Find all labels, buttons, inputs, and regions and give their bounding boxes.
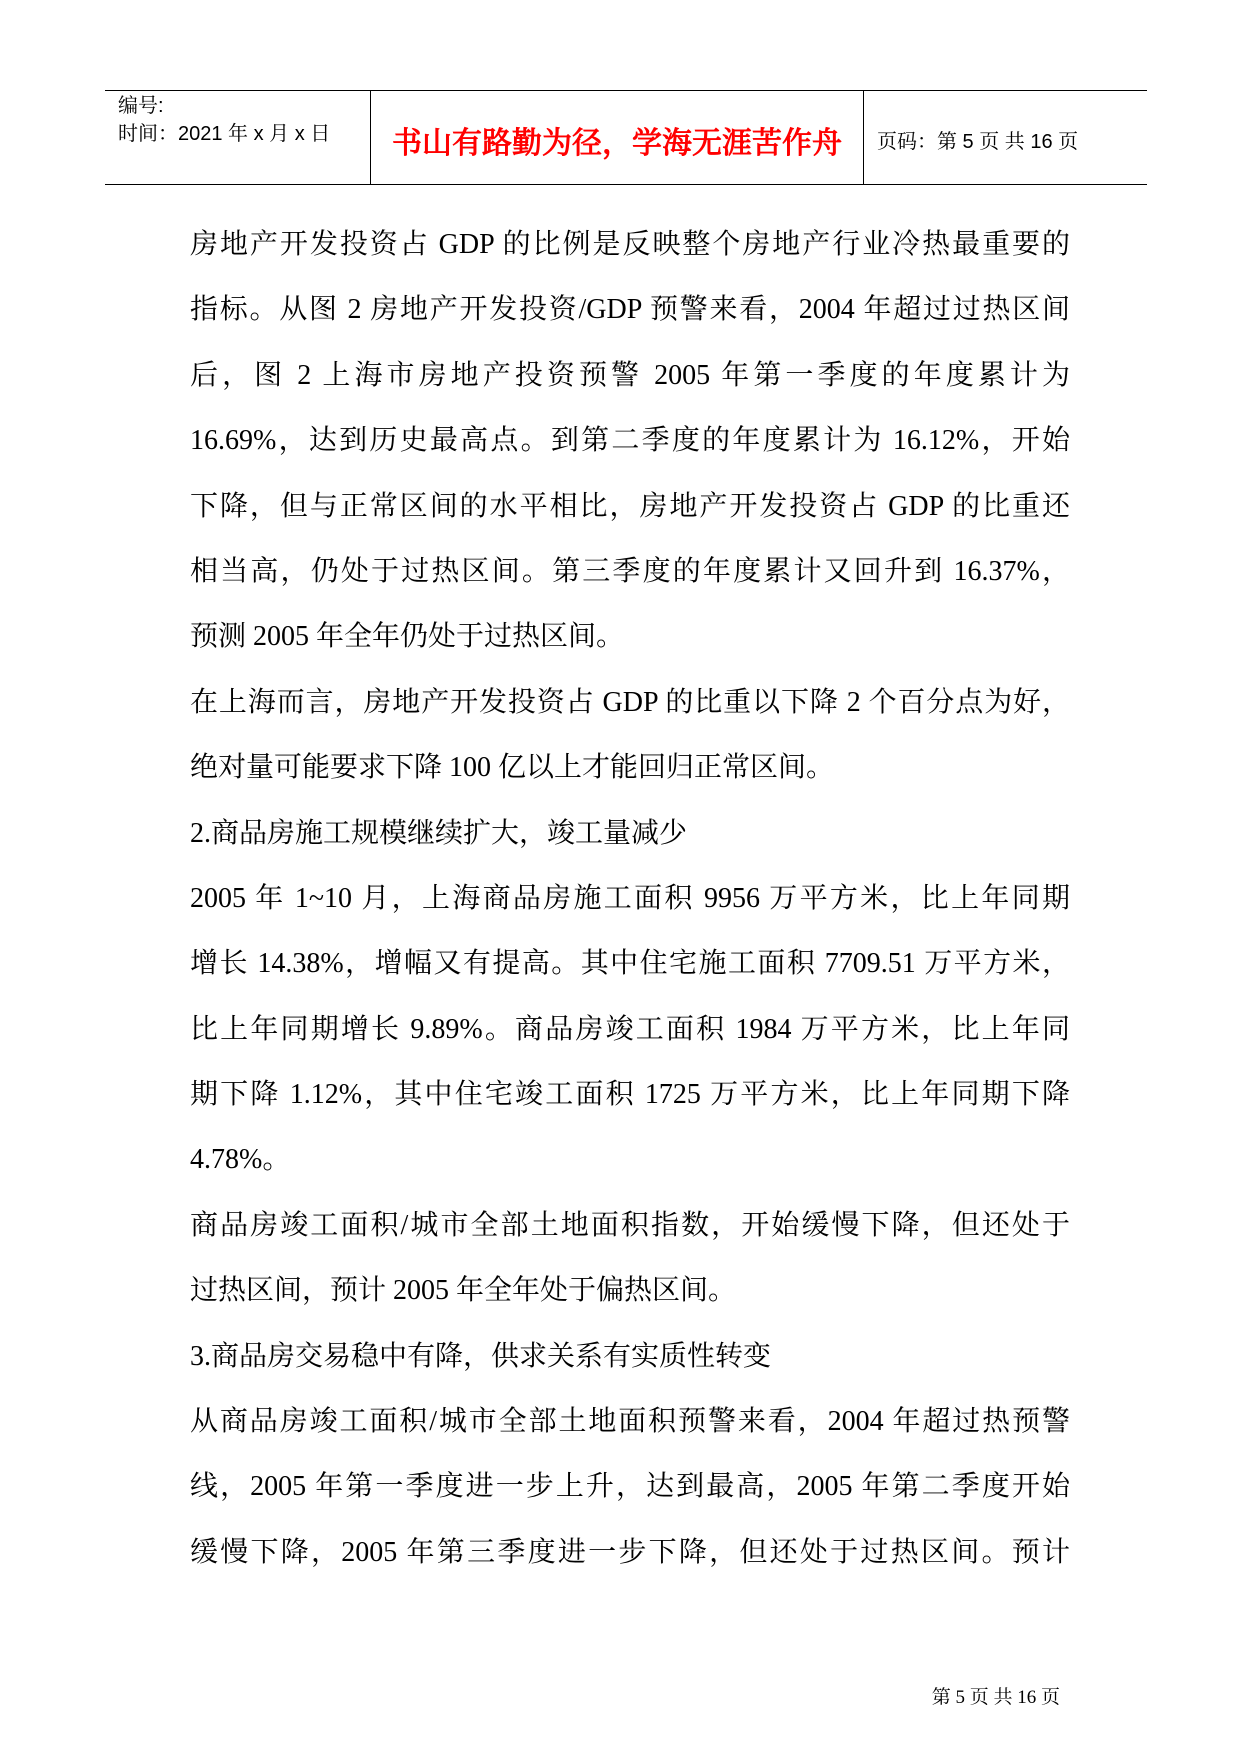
section-heading: 2.商品房施工规模继续扩大，竣工量减少 xyxy=(190,817,688,849)
paragraph-line: 后，图 2 上海市房地产投资预警 2005 年第一季度的年度累计为 xyxy=(190,359,1070,391)
paragraph-line: 缓慢下降，2005 年第三季度进一步下降，但还处于过热区间。预计 xyxy=(190,1536,1070,1568)
header-info-cell xyxy=(105,91,370,184)
paragraph-line: 指标。从图 2 房地产开发投资/GDP 预警来看，2004 年超过过热区间 xyxy=(190,294,1070,326)
paragraph-line: 过热区间，预计 2005 年全年处于偏热区间。 xyxy=(190,1275,737,1307)
header-motto: 书山有路勤为径，学海无涯苦作舟 xyxy=(392,126,842,160)
paragraph-line: 期下降 1.12%，其中住宅竣工面积 1725 万平方米，比上年同期下降 xyxy=(190,1079,1070,1111)
paragraph-line: 线，2005 年第一季度进一步上升，达到最高，2005 年第二季度开始 xyxy=(190,1471,1070,1503)
paragraph-line: 商品房竣工面积/城市全部土地面积指数，开始缓慢下降，但还处于 xyxy=(190,1209,1070,1241)
paragraph-line: 在上海而言，房地产开发投资占 GDP 的比重以下降 2 个百分点为好， xyxy=(190,686,1070,718)
paragraph-line: 相当高，仍处于过热区间。第三季度的年度累计又回升到 16.37%， xyxy=(190,555,1070,587)
paragraph-line: 下降，但与正常区间的水平相比，房地产开发投资占 GDP 的比重还 xyxy=(190,490,1070,522)
header-page-number: 页码：第 5 页 共 16 页 xyxy=(877,131,1079,153)
paragraph-line: 房地产开发投资占 GDP 的比例是反映整个房地产行业冷热最重要的 xyxy=(190,229,1070,260)
document-number-label: 编号: xyxy=(118,95,164,117)
header-motto-cell xyxy=(370,91,864,184)
document-date-label: 时间：2021 年 x 月 x 日 xyxy=(118,123,331,145)
paragraph-line: 4.78%。 xyxy=(190,1144,291,1176)
section-heading: 3.商品房交易稳中有降，供求关系有实质性转变 xyxy=(190,1340,772,1372)
paragraph-line: 绝对量可能要求下降 100 亿以上才能回归正常区间。 xyxy=(190,752,835,784)
paragraph-line: 从商品房竣工面积/城市全部土地面积预警来看，2004 年超过热预警 xyxy=(190,1406,1070,1438)
paragraph-line: 比上年同期增长 9.89%。商品房竣工面积 1984 万平方米，比上年同 xyxy=(190,1013,1070,1045)
paragraph-line: 2005 年 1~10 月，上海商品房施工面积 9956 万平方米，比上年同期 xyxy=(190,882,1070,914)
paragraph-line: 16.69%，达到历史最高点。到第二季度的年度累计为 16.12%，开始 xyxy=(190,425,1070,457)
paragraph-line: 增长 14.38%，增幅又有提高。其中住宅施工面积 7709.51 万平方米， xyxy=(190,948,1070,980)
paragraph-line: 预测 2005 年全年仍处于过热区间。 xyxy=(190,621,625,653)
document-body xyxy=(190,212,1070,1585)
footer-page-number: 第 5 页 共 16 页 xyxy=(931,1687,1060,1708)
header-page-cell xyxy=(863,91,1147,184)
page-header xyxy=(105,90,1147,185)
